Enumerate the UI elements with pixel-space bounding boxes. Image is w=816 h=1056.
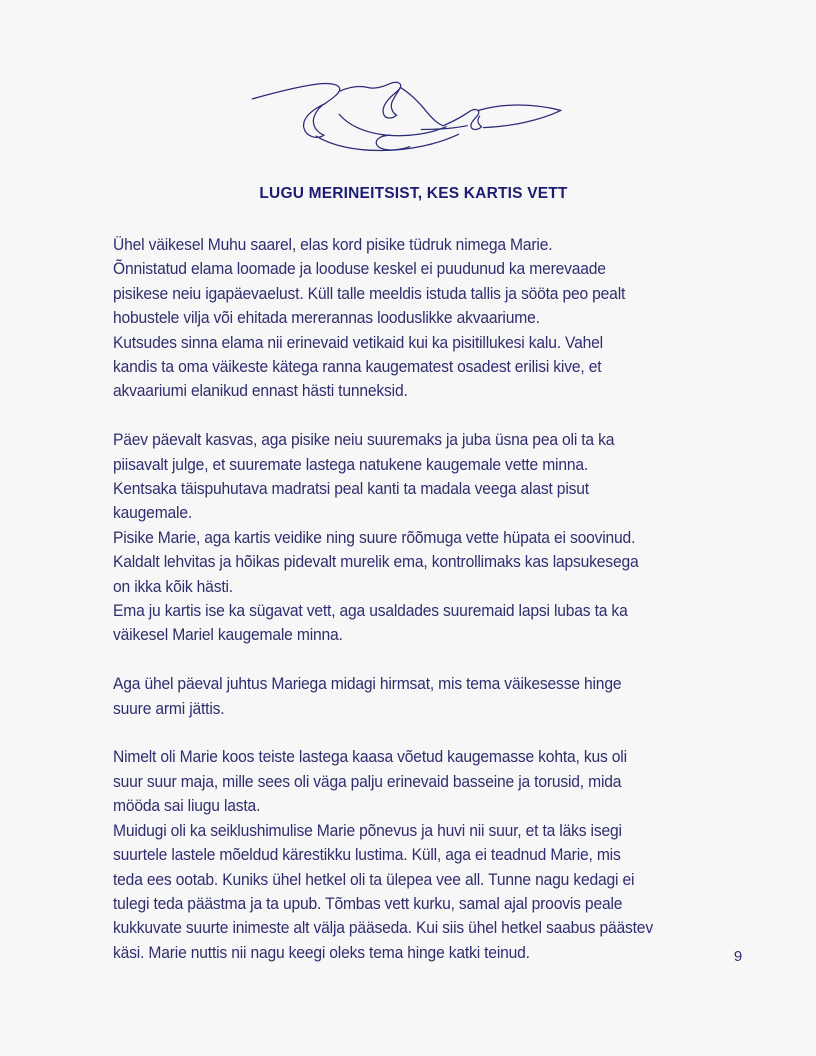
story-line: hobustele vilja või ehitada mererannas looduslikke akvaariume. <box>113 308 540 328</box>
story-line: suure armi jättis. <box>113 698 225 718</box>
story-line: Ema ju kartis ise ka sügavat vett, aga usaldades suuremaid lapsi lubas ta ka <box>113 601 628 621</box>
story-text <box>113 233 793 965</box>
story-paragraph <box>113 672 793 721</box>
page-number: 9 <box>733 948 743 965</box>
story-line: Pisike Marie, aga kartis veidike ning suure rõõmuga vette hüpata ei soovinud. <box>113 527 636 547</box>
story-line: Päev päevalt kasvas, aga pisike neiu suuremaks ja juba üsna pea oli ta ka <box>113 430 615 450</box>
story-line: suur suur maja, mille sees oli väga palju erinevaid basseine ja torusid, mida <box>113 771 622 791</box>
story-line: käsi. Marie nuttis nii nagu keegi oleks tema hinge katki teinud. <box>113 942 530 962</box>
wave-strokes <box>252 82 561 150</box>
page-title: LUGU MERINEITSIST, KES KARTIS VETT <box>259 185 568 202</box>
story-line: kandis ta oma väikeste kätega ranna kaugematest osadest erilisi kive, et <box>113 357 602 377</box>
story-line: Muidugi oli ka seiklushimulise Marie põnevus ja huvi nii suur, et ta läks isegi <box>113 820 622 840</box>
story-line: Kaldalt lehvitas ja hõikas pidevalt murelik ema, kontrollimaks kas lapsukesega <box>113 552 639 572</box>
story-line: on ikka kõik hästi. <box>113 576 233 596</box>
story-line: kukkuvate suurte inimeste alt välja pääseda. Kui siis ühel hetkel saabus päästev <box>113 918 653 938</box>
story-line: tulegi teda päästma ja ta upub. Tõmbas vett kurku, samal ajal proovis peale <box>113 893 623 913</box>
story-line: Nimelt oli Marie koos teiste lastega kaasa võetud kaugemasse kohta, kus oli <box>113 747 627 767</box>
story-line: kaugemale. <box>113 503 193 523</box>
story-line: väikesel Mariel kaugemale minna. <box>113 625 343 645</box>
story-paragraph <box>113 428 793 648</box>
story-line: Õnnistatud elama loomade ja looduse keskel ei puudunud ka merevaade <box>113 259 606 279</box>
story-line: teda ees ootab. Kuniks ühel hetkel oli ta ülepea vee all. Tunne nagu kedagi ei <box>113 869 635 889</box>
story-line: Aga ühel päeval juhtus Mariega midagi hirmsat, mis tema väikesesse hinge <box>113 674 622 694</box>
story-paragraph <box>113 233 793 404</box>
story-line: akvaariumi elanikud ennast hästi tunneksid. <box>113 381 408 401</box>
story-line: piisavalt julge, et suuremate lastega natukene kaugemale vette minna. <box>113 454 589 474</box>
story-line: suurtele lastele mõeldud kärestikku lustima. Küll, aga ei teadnud Marie, mis <box>113 845 621 865</box>
story-line: Kutsudes sinna elama nii erinevaid vetikaid kui ka pisitillukesi kalu. Vahel <box>113 332 603 352</box>
story-line: Ühel väikesel Muhu saarel, elas kord pisike tüdruk nimega Marie. <box>113 235 553 254</box>
story-line: mööda sai liugu lasta. <box>113 796 261 816</box>
wave-illustration-icon <box>248 76 566 162</box>
story-paragraph <box>113 745 793 965</box>
story-line: pisikese neiu igapäevaelust. Küll talle meeldis istuda tallis ja sööta peo pealt <box>113 283 626 303</box>
story-line: Kentsaka täispuhutava madratsi peal kanti ta madala veega alast pisut <box>113 479 589 499</box>
